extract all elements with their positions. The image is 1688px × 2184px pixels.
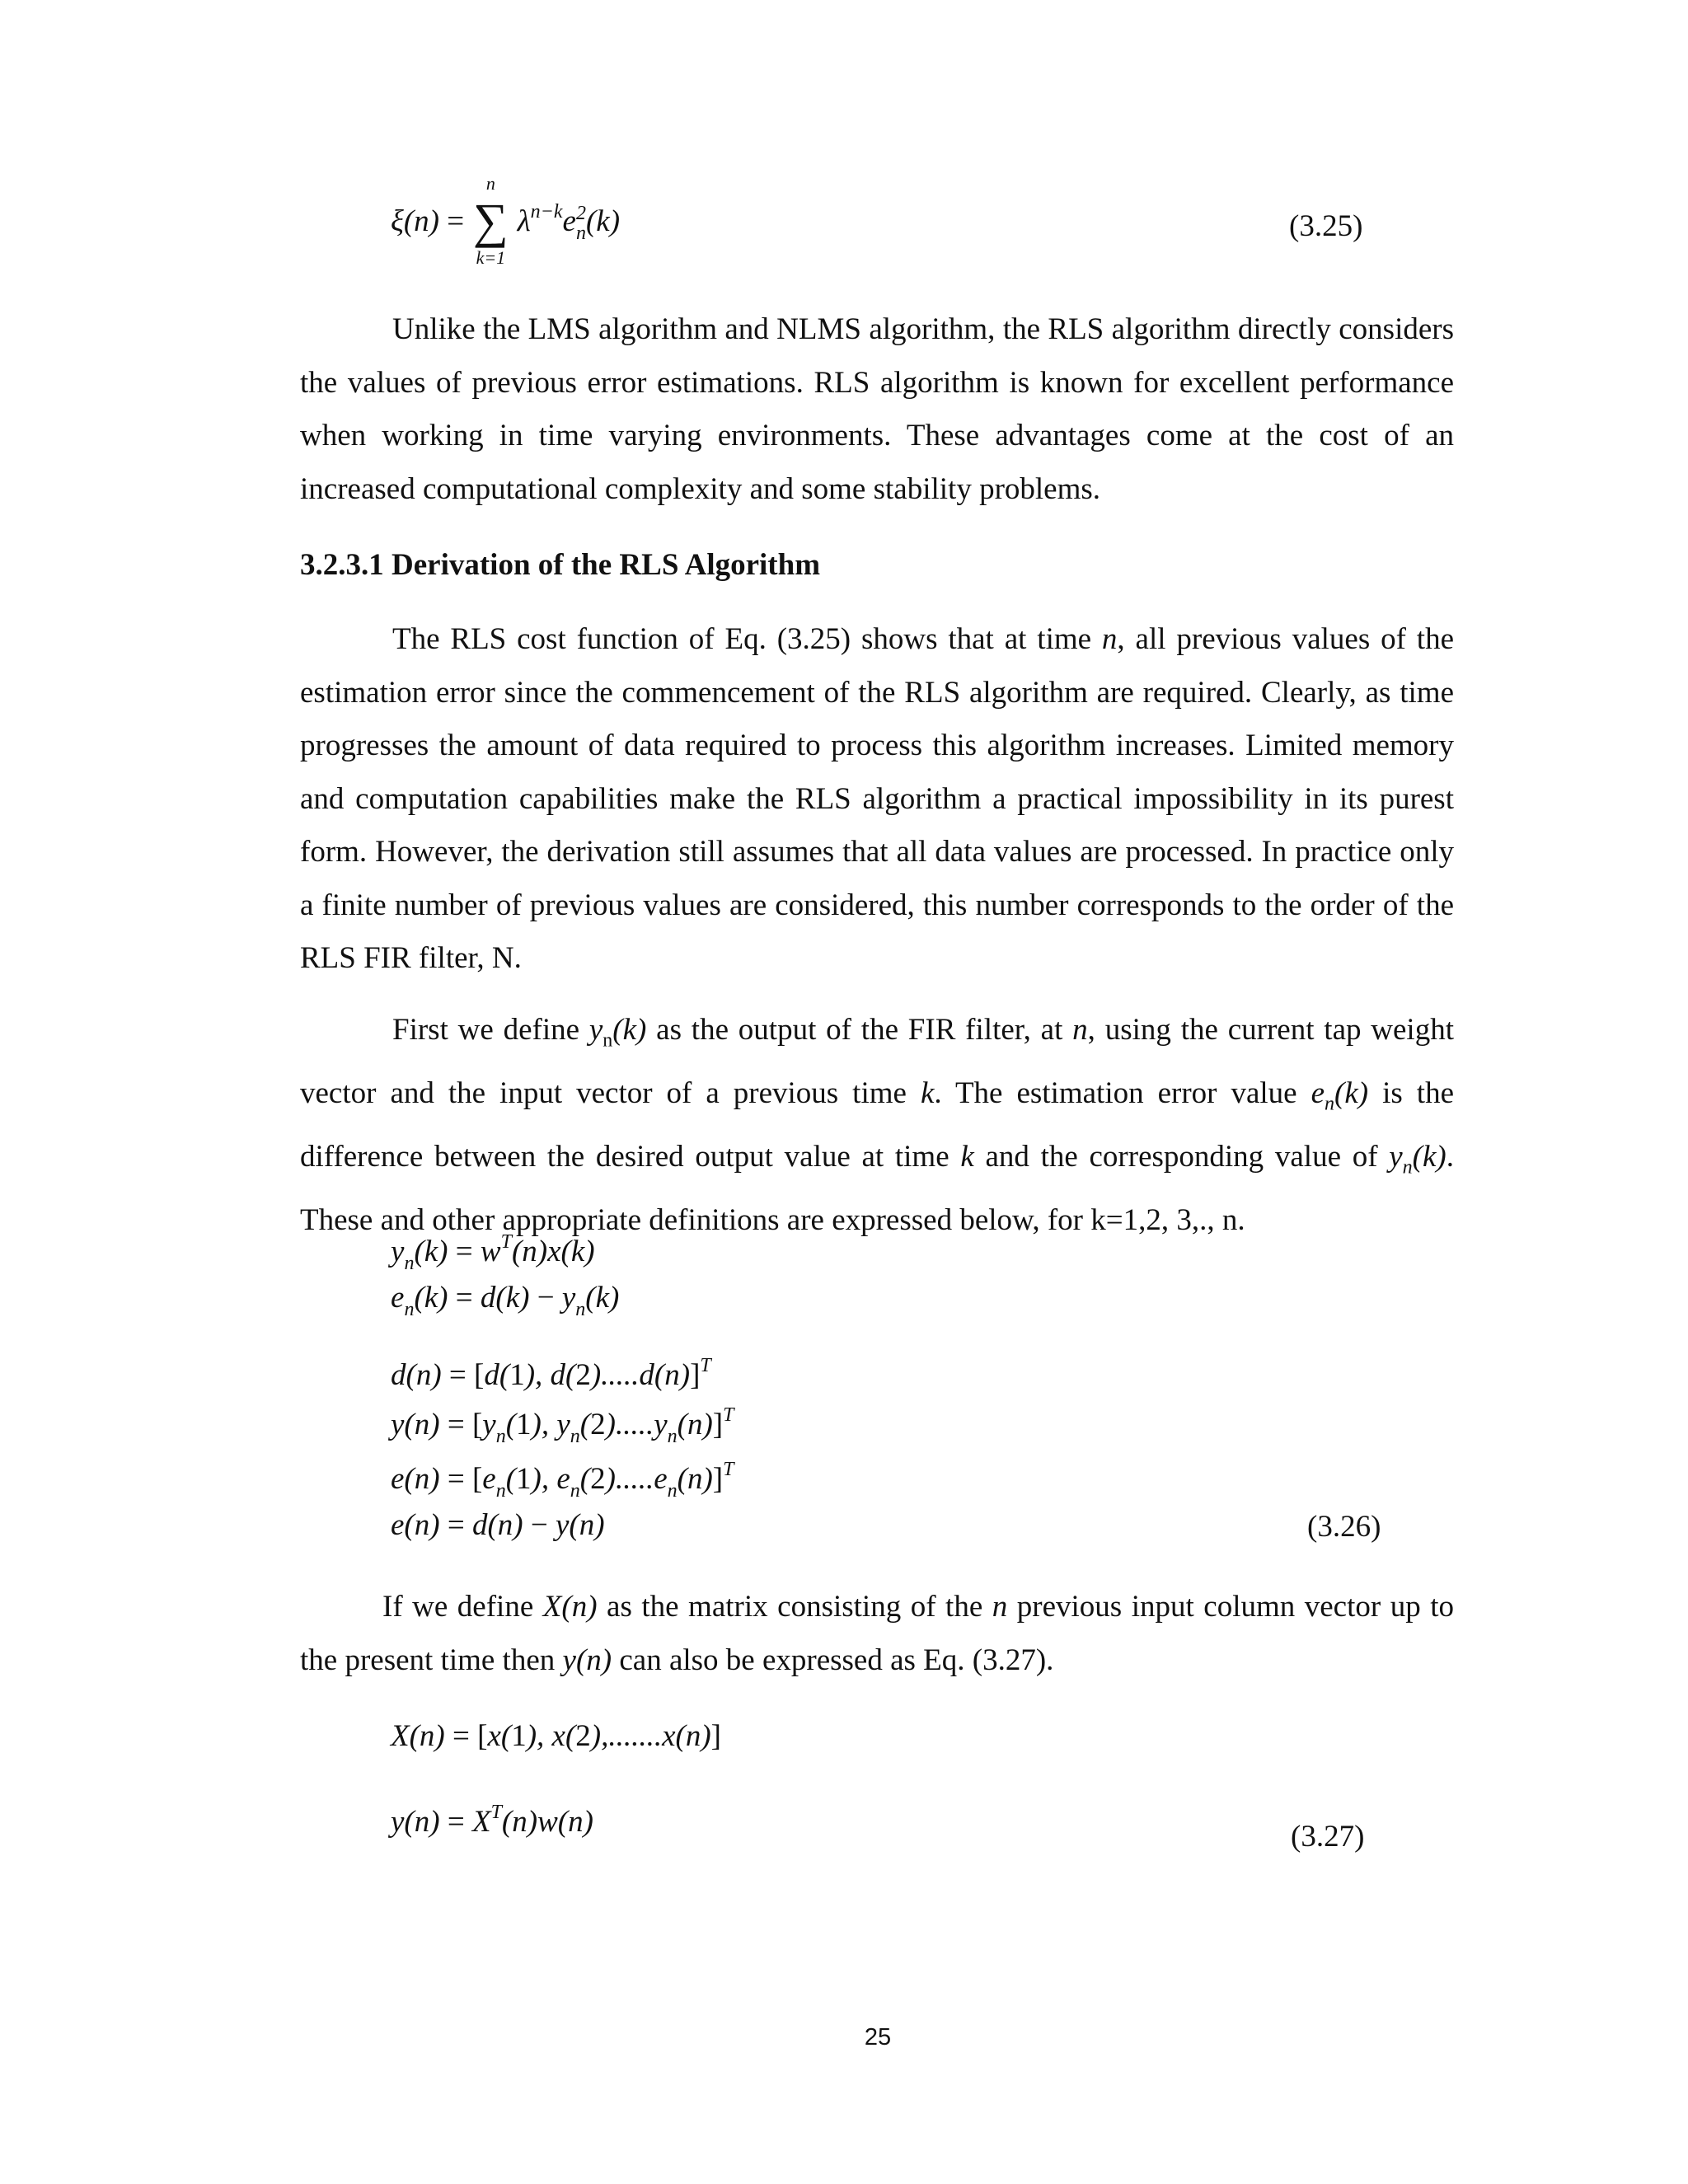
equation-y-vector: $y(n) = [y_n(1)$, $y_n(2).....y_n(n)]^T$ bbox=[391, 1404, 734, 1447]
equation-yn: $y_n(k) = w^T(n)x(k)$ bbox=[391, 1231, 595, 1274]
paragraph-cost-function: The RLS cost function of Eq. (3.25) shows that at time n, all previous values of the estimation error since the commencement of the RLS algorithm are required. Clearly, as time progresses the amount of data required to process this algorithm increases. Limited memory and computation capabilities make the RLS algorithm a practical impossibility in its purest form. However, the derivation still assumes that all data values are processed. In practice only a finite number of previous values are considered, this number corresponds to the order of the RLS FIR filter, N. bbox=[300, 622, 1454, 975]
paragraph-rls-intro: Unlike the LMS algorithm and NLMS algorithm, the RLS algorithm directly considers the values of previous error estimations. RLS algorithm is known for excellent performance when working in time varying environments. These advantages come at the cost of an increased computational complexity and some stability problems. bbox=[300, 312, 1454, 506]
equation-X-matrix: X(n) = [x(1), x(2),.......x(n)] bbox=[391, 1719, 721, 1753]
equation-d-vector: d(n) = [d(1), d(2).....d(n)]$^T$ bbox=[391, 1355, 711, 1392]
equation-y-output: $y(n) = X^T(n)w(n)$ bbox=[391, 1802, 593, 1839]
paragraph-matrix-definition: If we define X(n) as the matrix consisting of the n previous input column vector up to the present time then y(n) can also be expressed as Eq. (3.27). bbox=[300, 1590, 1454, 1677]
equation-number-3-26: (3.26) bbox=[1307, 1510, 1381, 1544]
sum-lower-limit: k=1 bbox=[476, 247, 506, 268]
equation-e-vector: $e(n) = [e_n(1)$, $e_n(2).....e_n(n)]^T$ bbox=[391, 1459, 734, 1502]
equation-number-3-27: (3.27) bbox=[1291, 1820, 1365, 1854]
equation-en: $e_n(k) = d(k) - y_n(k)$ bbox=[391, 1281, 620, 1320]
paragraph-definitions: First we define $y_n(k)$ as the output of the FIR filter, at n, using the current tap weight vector and the input vector of a previous time k. The estimation error value $e_n(k)$ is the difference between the desired output value at time k and the corresponding value of $y_n(k)$. These and other appropriate definitions are expressed below, for k=1,2, 3,., n. bbox=[300, 1013, 1454, 1237]
equation-e-difference: e(n) = d(n) − y(n) bbox=[391, 1508, 605, 1542]
sum-upper-limit: n bbox=[485, 173, 495, 194]
equation-3-25: ξ(n) = n ∑ k=1 $\lambda^{n-k}e^2_n(k)$ bbox=[391, 173, 621, 268]
sigma-symbol: ∑ bbox=[472, 194, 509, 248]
section-heading: 3.2.3.1 Derivation of the RLS Algorithm bbox=[300, 548, 821, 582]
equation-number-3-25: (3.25) bbox=[1289, 209, 1363, 243]
page-number: 25 bbox=[864, 2024, 892, 2050]
